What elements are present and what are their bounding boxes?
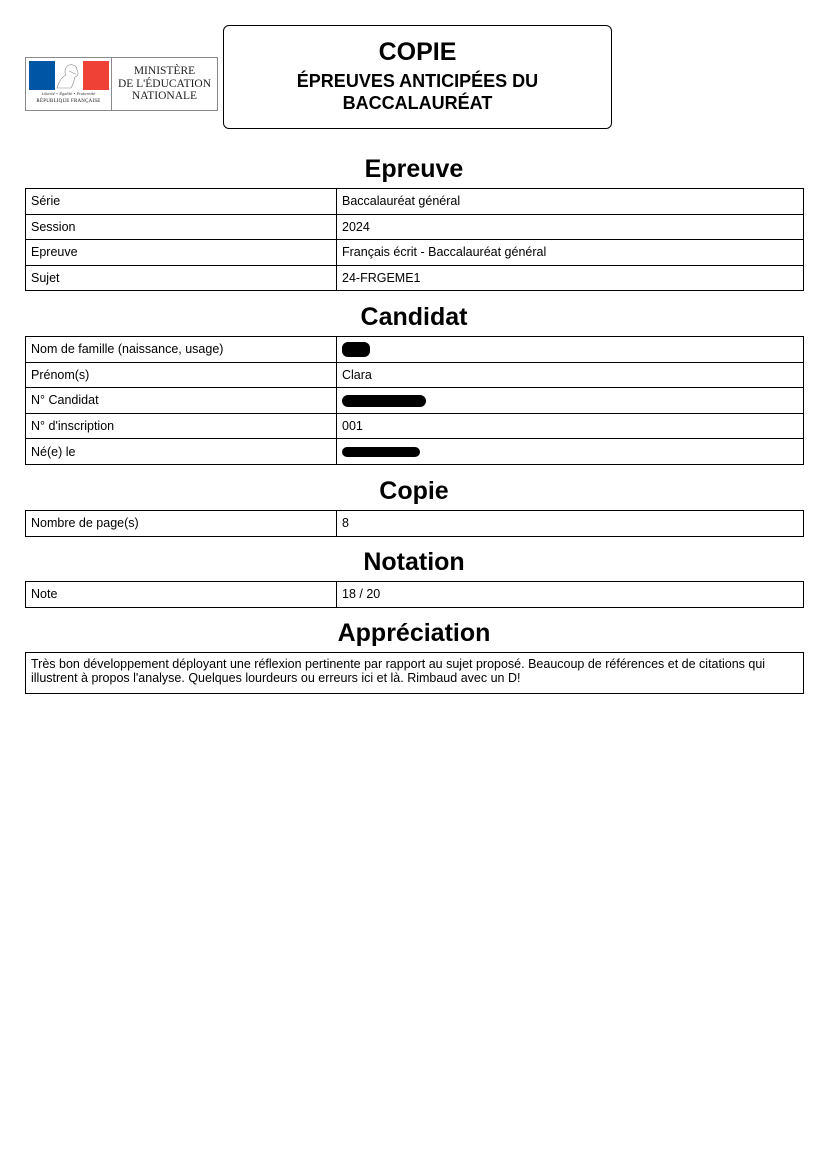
candidat-table <box>25 336 804 465</box>
field-label: Note <box>26 582 337 608</box>
field-value: 24-FRGEME1 <box>337 265 804 291</box>
marianne-flag-icon <box>29 61 109 90</box>
section-title-appreciation: Appréciation <box>337 619 491 647</box>
table-row <box>26 413 804 439</box>
table-row <box>26 214 804 240</box>
field-value: 18 / 20 <box>337 582 804 608</box>
field-value: Baccalauréat général <box>337 189 804 215</box>
section-title-notation: Notation <box>363 548 465 576</box>
republic-label: RÉPUBLIQUE FRANÇAISE <box>36 99 101 104</box>
table-row <box>26 388 804 414</box>
epreuve-table <box>25 188 804 291</box>
ministry-line-1: MINISTÈRE <box>133 65 196 78</box>
table-row <box>26 439 804 465</box>
table-row <box>26 189 804 215</box>
field-value: Français écrit - Baccalauréat général <box>337 240 804 266</box>
field-label: Série <box>26 189 337 215</box>
document-subtitle-line-1: ÉPREUVES ANTICIPÉES DU <box>296 71 539 91</box>
appreciation-text: Très bon développement déployant une réflexion pertinente par rapport au sujet proposé. Beaucoup de références et de citations qui illustrent à propos l'analyse. Quelques lourdeurs ou erreurs ici et là. Rimbaud avec un D! <box>25 652 804 694</box>
table-row <box>26 240 804 266</box>
republic-motto: Liberté • Égalité • Fraternité <box>41 92 96 96</box>
ministry-name <box>112 58 217 110</box>
field-value: 8 <box>337 511 804 537</box>
field-value-redacted <box>337 439 804 465</box>
field-value: 001 <box>337 413 804 439</box>
document-title: COPIE <box>378 38 457 66</box>
table-row <box>26 511 804 537</box>
document-subtitle-line-2: BACCALAURÉAT <box>342 93 493 113</box>
ministry-line-2: DE L'ÉDUCATION <box>117 77 212 90</box>
redaction-mark <box>342 342 370 357</box>
field-label: Nom de famille (naissance, usage) <box>26 337 337 363</box>
ministry-logo <box>25 57 218 111</box>
redaction-mark <box>342 395 426 407</box>
section-title-copie: Copie <box>379 477 449 505</box>
ministry-line-3: NATIONALE <box>131 90 198 103</box>
field-label: Session <box>26 214 337 240</box>
field-label: N° Candidat <box>26 388 337 414</box>
field-value: Clara <box>337 362 804 388</box>
copie-table <box>25 510 804 537</box>
table-row <box>26 362 804 388</box>
field-label: Sujet <box>26 265 337 291</box>
section-title-epreuve: Epreuve <box>364 155 464 183</box>
notation-table <box>25 581 804 608</box>
field-value: 2024 <box>337 214 804 240</box>
field-value-redacted <box>337 388 804 414</box>
table-row <box>26 582 804 608</box>
field-label: Né(e) le <box>26 439 337 465</box>
field-label: N° d'inscription <box>26 413 337 439</box>
field-value-redacted <box>337 337 804 363</box>
field-label: Nombre de page(s) <box>26 511 337 537</box>
section-title-candidat: Candidat <box>360 303 468 331</box>
table-row <box>26 337 804 363</box>
redaction-mark <box>342 447 420 457</box>
document-header <box>223 25 612 129</box>
table-row <box>26 265 804 291</box>
field-label: Epreuve <box>26 240 337 266</box>
marianne-block <box>26 58 112 110</box>
field-label: Prénom(s) <box>26 362 337 388</box>
